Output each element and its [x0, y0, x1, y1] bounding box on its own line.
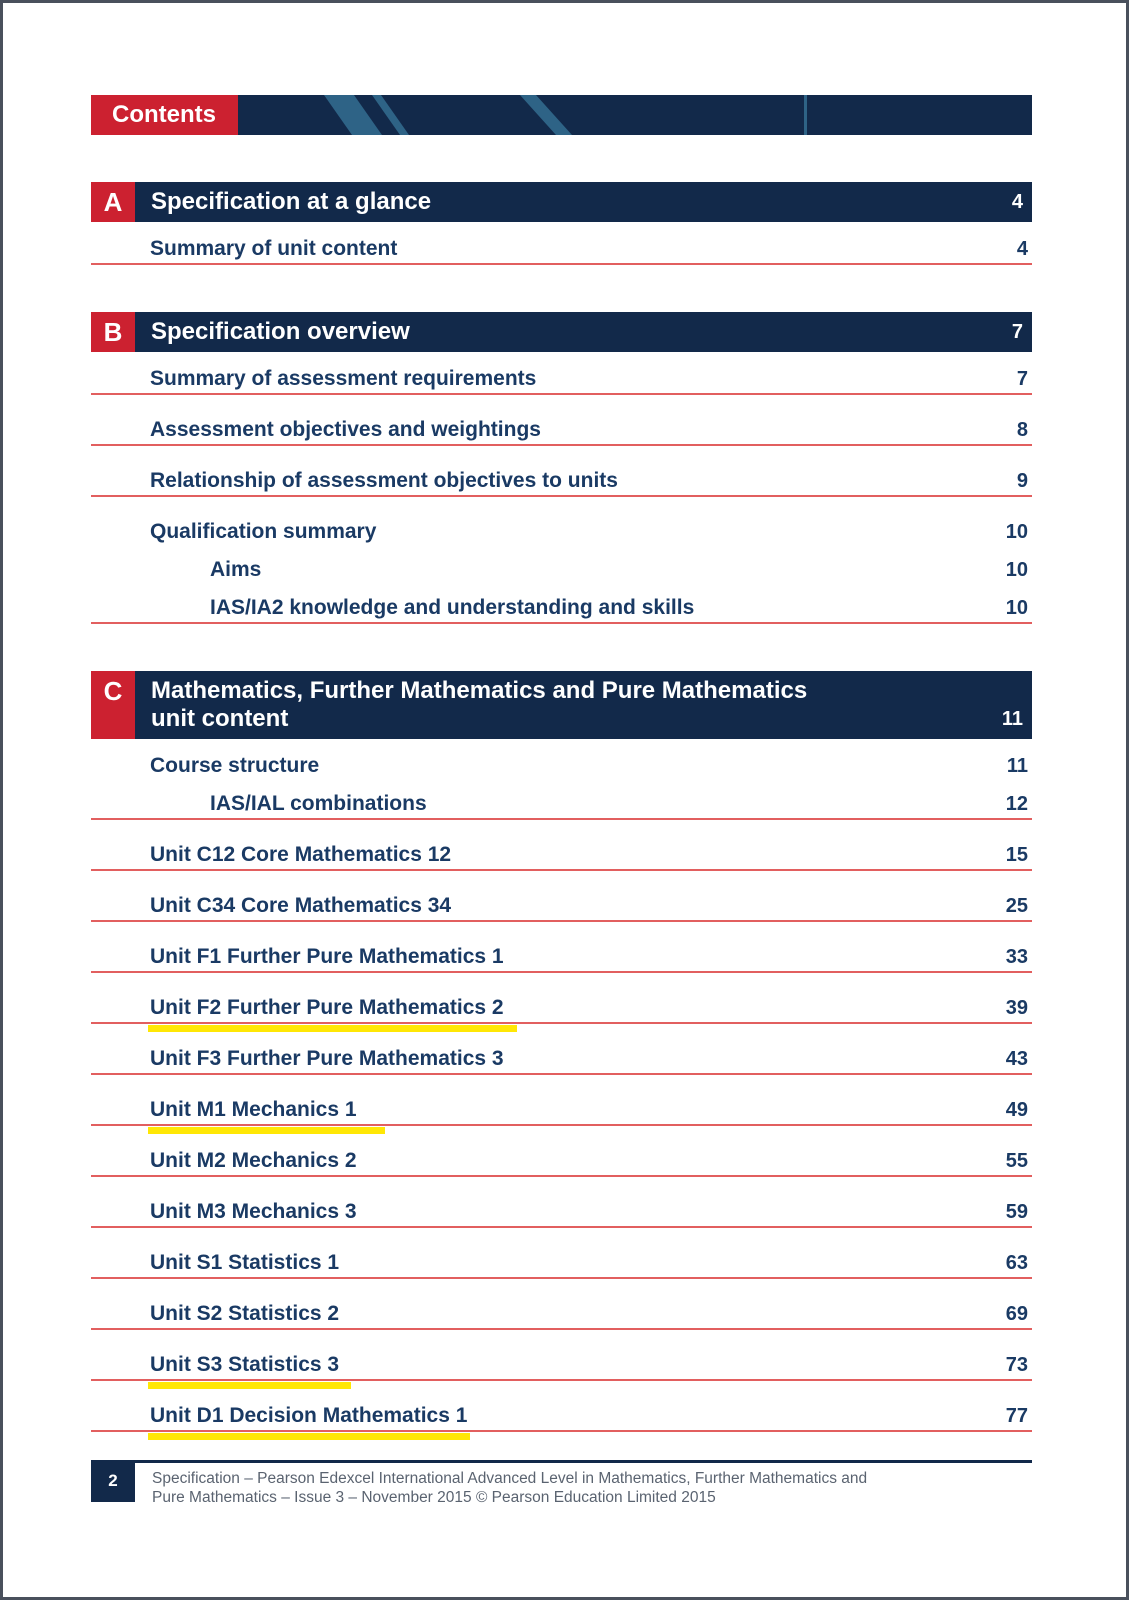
toc-entry[interactable]: [91, 1330, 1032, 1381]
toc-entry-label: Unit S1 Statistics 1: [150, 1251, 340, 1274]
toc-entry-label: Unit C12 Core Mathematics 12: [150, 843, 452, 866]
toc-entry-label: Unit S3 Statistics 3: [150, 1353, 340, 1376]
toc-entry-page-number: 63: [1005, 1252, 1028, 1274]
toc-entry-page-number: 43: [1005, 1048, 1028, 1070]
toc-entry[interactable]: [91, 497, 1032, 548]
toc-entry[interactable]: [91, 1228, 1032, 1279]
toc-entry[interactable]: [91, 586, 1032, 624]
toc-entry[interactable]: [91, 820, 1032, 871]
toc-entry[interactable]: [91, 739, 1032, 782]
toc-entry-page-number: 10: [1005, 521, 1028, 543]
toc-entry-label: IAS/IA2 knowledge and understanding and skills: [210, 596, 695, 619]
toc-sections: [91, 182, 1032, 1432]
section-letter-badge: A: [91, 182, 135, 222]
toc-entry-page-number: 59: [1005, 1201, 1028, 1223]
section-title-line: Specification at a glance: [151, 188, 432, 215]
contents-banner: [91, 95, 1032, 135]
yellow-highlight-mark: [148, 1127, 385, 1134]
page-number-badge: 2: [91, 1460, 135, 1502]
page-title: Contents: [91, 95, 238, 135]
toc-section-b: [91, 312, 1032, 624]
toc-entry-page-number: 10: [1005, 597, 1028, 619]
toc-entry-page-number: 55: [1005, 1150, 1028, 1172]
footer-citation: [135, 1460, 867, 1507]
toc-entry-page-number: 33: [1005, 946, 1028, 968]
toc-entry[interactable]: [91, 871, 1032, 922]
section-title-line: Specification overview: [151, 318, 410, 345]
toc-entry[interactable]: [91, 1279, 1032, 1330]
toc-entry-label: Unit M3 Mechanics 3: [150, 1200, 357, 1223]
toc-entry-page-number: 49: [1005, 1099, 1028, 1121]
toc-entry-label: Unit C34 Core Mathematics 34: [150, 894, 452, 917]
toc-entry[interactable]: [91, 973, 1032, 1024]
toc-entry-label: Unit D1 Decision Mathematics 1: [150, 1404, 468, 1427]
section-title: [135, 671, 1002, 739]
section-header-c[interactable]: [91, 671, 1032, 739]
yellow-highlight-mark: [148, 1433, 470, 1440]
section-letter-badge: C: [91, 671, 135, 739]
toc-entry-page-number: 39: [1005, 997, 1028, 1019]
banner-bar: [238, 95, 1032, 135]
banner-divider-line: [804, 95, 807, 135]
section-title: [135, 182, 1012, 222]
toc-entry-label: Unit F2 Further Pure Mathematics 2: [150, 996, 504, 1019]
toc-section-c: [91, 671, 1032, 1432]
toc-entry[interactable]: [91, 922, 1032, 973]
section-title-line: Mathematics, Further Mathematics and Pure Mathematics: [151, 677, 808, 704]
toc-entry[interactable]: [91, 782, 1032, 820]
toc-entry[interactable]: [91, 446, 1032, 497]
toc-entry-label: Summary of assessment requirements: [150, 367, 537, 390]
toc-section-a: [91, 182, 1032, 265]
section-header-a[interactable]: [91, 182, 1032, 222]
toc-entry-label: Unit S2 Statistics 2: [150, 1302, 340, 1325]
toc-entry-label: Unit M1 Mechanics 1: [150, 1098, 357, 1121]
toc-entry[interactable]: [91, 1177, 1032, 1228]
section-page-number: 7: [1011, 320, 1023, 343]
section-title-line: unit content: [151, 705, 289, 732]
toc-entry-page-number: 7: [1016, 368, 1028, 390]
toc-entry-label: Qualification summary: [150, 520, 377, 543]
toc-entry-page-number: 9: [1016, 470, 1028, 492]
toc-entry[interactable]: [91, 1075, 1032, 1126]
toc-entry-page-number: 73: [1005, 1354, 1028, 1376]
toc-entry-page-number: 15: [1005, 844, 1028, 866]
section-title: [135, 312, 1012, 352]
page-footer: [91, 1460, 1032, 1507]
toc-entry-label: IAS/IAL combinations: [210, 792, 427, 815]
entry-rule: [91, 622, 1032, 624]
toc-entry-label: Summary of unit content: [150, 237, 398, 260]
section-page-number: 4: [1011, 190, 1023, 213]
footer-citation-line1: Specification – Pearson Edexcel International Advanced Level in Mathematics, Further Mathematics and: [152, 1470, 868, 1487]
toc-entry-page-number: 25: [1005, 895, 1028, 917]
yellow-highlight-mark: [148, 1382, 351, 1389]
toc-entry-page-number: 4: [1016, 238, 1028, 260]
toc-entry-label: Assessment objectives and weightings: [150, 418, 541, 441]
toc-entry-page-number: 77: [1005, 1405, 1028, 1427]
section-letter-badge: B: [91, 312, 135, 352]
toc-entry[interactable]: [91, 395, 1032, 446]
banner-stripe: [515, 95, 576, 135]
toc-entry-page-number: 10: [1005, 559, 1028, 581]
toc-entry-label: Relationship of assessment objectives to units: [150, 469, 618, 492]
toc-entry-label: Unit M2 Mechanics 2: [150, 1149, 357, 1172]
toc-entry-label: Aims: [210, 558, 262, 581]
section-header-b[interactable]: [91, 312, 1032, 352]
footer-rule: [135, 1460, 1032, 1463]
entry-rule: [91, 263, 1032, 265]
toc-entry-label: Course structure: [150, 754, 320, 777]
section-page-number: 11: [1001, 708, 1023, 730]
toc-entry[interactable]: [91, 548, 1032, 586]
toc-entry-page-number: 12: [1005, 793, 1028, 815]
toc-entry-page-number: 8: [1016, 419, 1028, 441]
footer-citation-line2: Pure Mathematics – Issue 3 – November 2015 © Pearson Education Limited 2015: [152, 1489, 716, 1506]
yellow-highlight-mark: [148, 1025, 517, 1032]
page-content: [91, 3, 1032, 1507]
toc-entry-label: Unit F3 Further Pure Mathematics 3: [150, 1047, 504, 1070]
toc-entry[interactable]: [91, 222, 1032, 265]
toc-entry[interactable]: [91, 352, 1032, 395]
toc-entry-page-number: 11: [1006, 755, 1028, 777]
entry-rule: [91, 1430, 1032, 1432]
toc-entry-page-number: 69: [1005, 1303, 1028, 1325]
toc-entry-label: Unit F1 Further Pure Mathematics 1: [150, 945, 504, 968]
